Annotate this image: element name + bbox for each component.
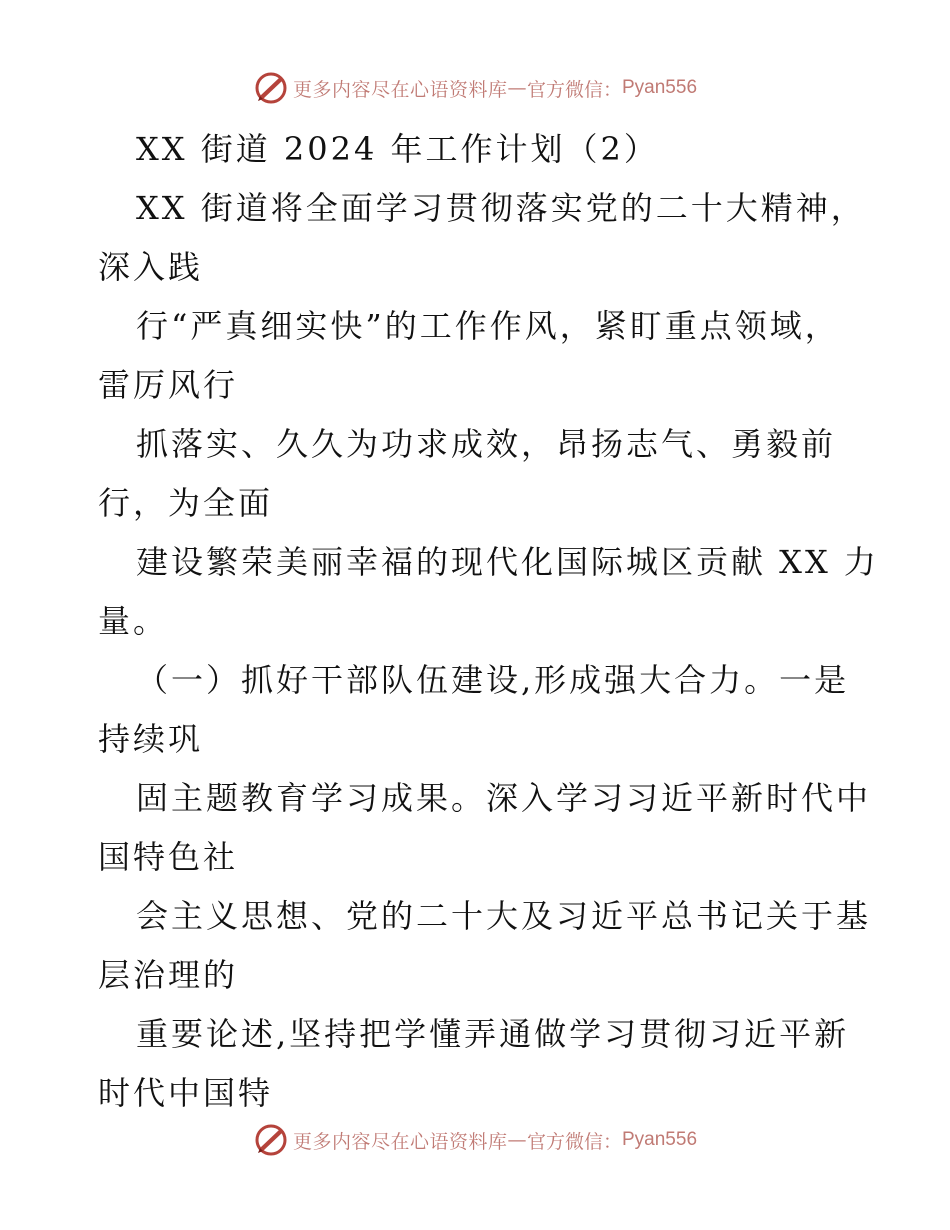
- text-line: 层治理的: [98, 956, 239, 994]
- text-line: 持续巩: [98, 720, 204, 758]
- watermark-contact-id: Pyan556: [622, 1129, 698, 1150]
- watermark-contact-label: 官方微信：: [526, 78, 622, 101]
- text-line: 量。: [98, 602, 169, 640]
- text-line: 行，为全面: [98, 484, 274, 522]
- watermark-contact-label: 官方微信：: [526, 1130, 622, 1153]
- footer-watermark: [0, 1118, 950, 1162]
- watermark-separator: —: [507, 77, 527, 99]
- text-line: 国特色社: [98, 838, 239, 876]
- text-line: 会主义思想、党的二十大及习近平总书记关于基: [136, 897, 872, 935]
- document-body: [98, 120, 879, 1123]
- header-watermark: [0, 66, 950, 110]
- text-line: 行“严真细实快”的工作作风，紧盯重点领域，: [136, 307, 840, 345]
- text-line: 重要论述,坚持把学懂弄通做学习贯彻习近平新: [136, 1015, 850, 1053]
- pen-logo-icon: [253, 1122, 289, 1158]
- text-line: 建设繁荣美丽幸福的现代化国际城区贡献 XX 力: [136, 543, 879, 581]
- watermark-text: 更多内容尽在心语资料库: [292, 1130, 508, 1153]
- text-line: 时代中国特: [98, 1074, 274, 1112]
- document-title: XX 街道 2024 年工作计划（2）: [136, 130, 659, 168]
- text-line: 雷厉风行: [98, 366, 239, 404]
- section-heading-line: （一）抓好干部队伍建设,形成强大合力。一是: [136, 661, 850, 699]
- text-line: XX 街道将全面学习贯彻落实党的二十大精神，: [136, 189, 866, 227]
- watermark-separator: —: [507, 1129, 527, 1151]
- text-line: 固主题教育学习成果。深入学习习近平新时代中: [136, 779, 872, 817]
- text-line: 深入践: [98, 248, 204, 286]
- watermark-text: 更多内容尽在心语资料库: [292, 78, 508, 101]
- text-line: 抓落实、久久为功求成效，昂扬志气、勇毅前: [136, 425, 837, 463]
- watermark-contact-id: Pyan556: [622, 77, 698, 98]
- pen-logo-icon: [253, 70, 289, 106]
